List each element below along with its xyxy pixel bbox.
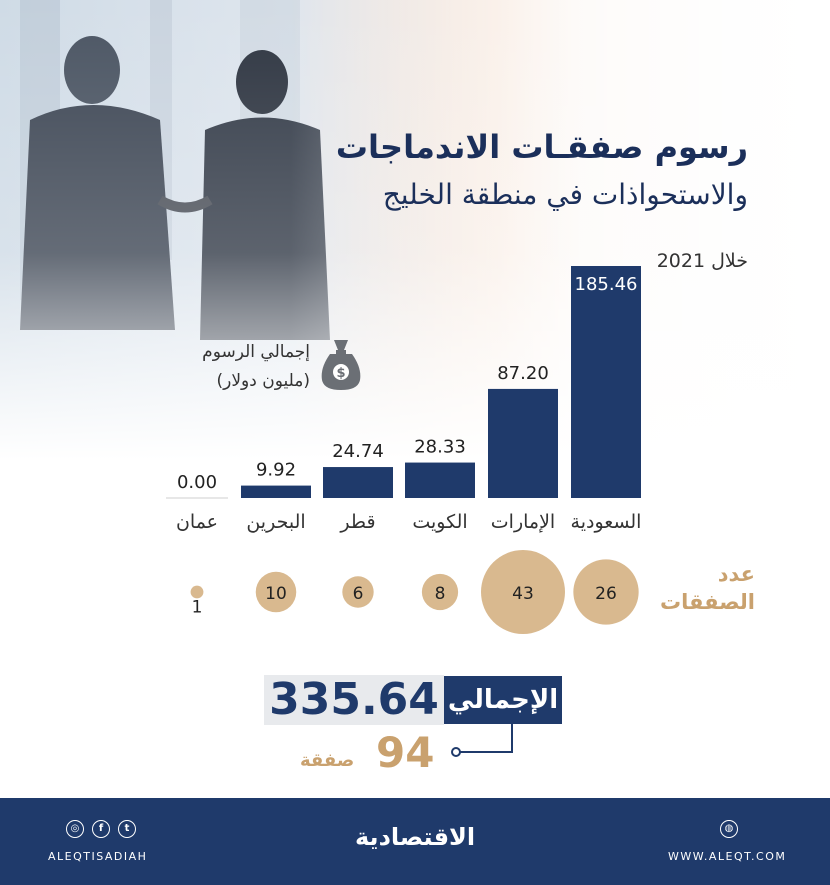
total-label: الإجمالي: [444, 676, 562, 724]
total-deals-value: 94: [376, 728, 435, 777]
deals-label-line1: عدد: [717, 562, 755, 586]
social-handle[interactable]: ALEQTISADIAH: [48, 850, 148, 863]
deal-count-3: 6: [352, 584, 364, 604]
value-label-4: 9.92: [255, 459, 297, 481]
value-label-5: 0.00: [176, 472, 218, 493]
twitter-icon[interactable]: t: [118, 820, 136, 838]
deals-label-line2: الصفقات: [660, 590, 755, 614]
chart-period: خلال 2021: [656, 250, 748, 272]
chart-title-line1: رسوم صفقـات الاندماجات: [335, 128, 748, 166]
value-label-3: 24.74: [332, 441, 384, 463]
category-label-2: الكويت: [412, 511, 468, 533]
svg-text:$: $: [336, 366, 346, 381]
legend-line1: إجمالي الرسوم: [202, 342, 310, 362]
deal-count-2: 8: [434, 584, 446, 604]
category-label-5: عمان: [175, 511, 219, 533]
legend-line2: (مليون دولار): [216, 371, 310, 391]
deal-count-1: 43: [512, 584, 534, 604]
category-label-4: البحرين: [246, 511, 306, 533]
category-label-0: السعودية: [570, 511, 642, 533]
website-url[interactable]: WWW.ALEQT.COM: [668, 850, 787, 863]
value-label-1: 87.20: [497, 362, 549, 384]
category-label-3: قطر: [340, 511, 376, 533]
category-label-1: الإمارات: [490, 511, 556, 533]
facebook-icon[interactable]: f: [92, 820, 110, 838]
deal-count-4: 10: [265, 584, 287, 604]
total-deals-word: صفقة: [300, 750, 355, 771]
chart-title-line2: والاستحواذات في منطقة الخليج: [382, 178, 748, 211]
value-label-2: 28.33: [414, 436, 466, 458]
deal-count-5: 1: [191, 597, 203, 618]
instagram-icon[interactable]: ◎: [66, 820, 84, 838]
globe-icon[interactable]: ◍: [720, 820, 738, 838]
deal-count-0: 26: [595, 584, 617, 604]
brand-logo: الاقتصادية: [355, 823, 476, 851]
total-fees-value: 335.64: [264, 675, 444, 725]
value-label-0: 185.46: [574, 274, 638, 295]
footer: [0, 798, 830, 885]
